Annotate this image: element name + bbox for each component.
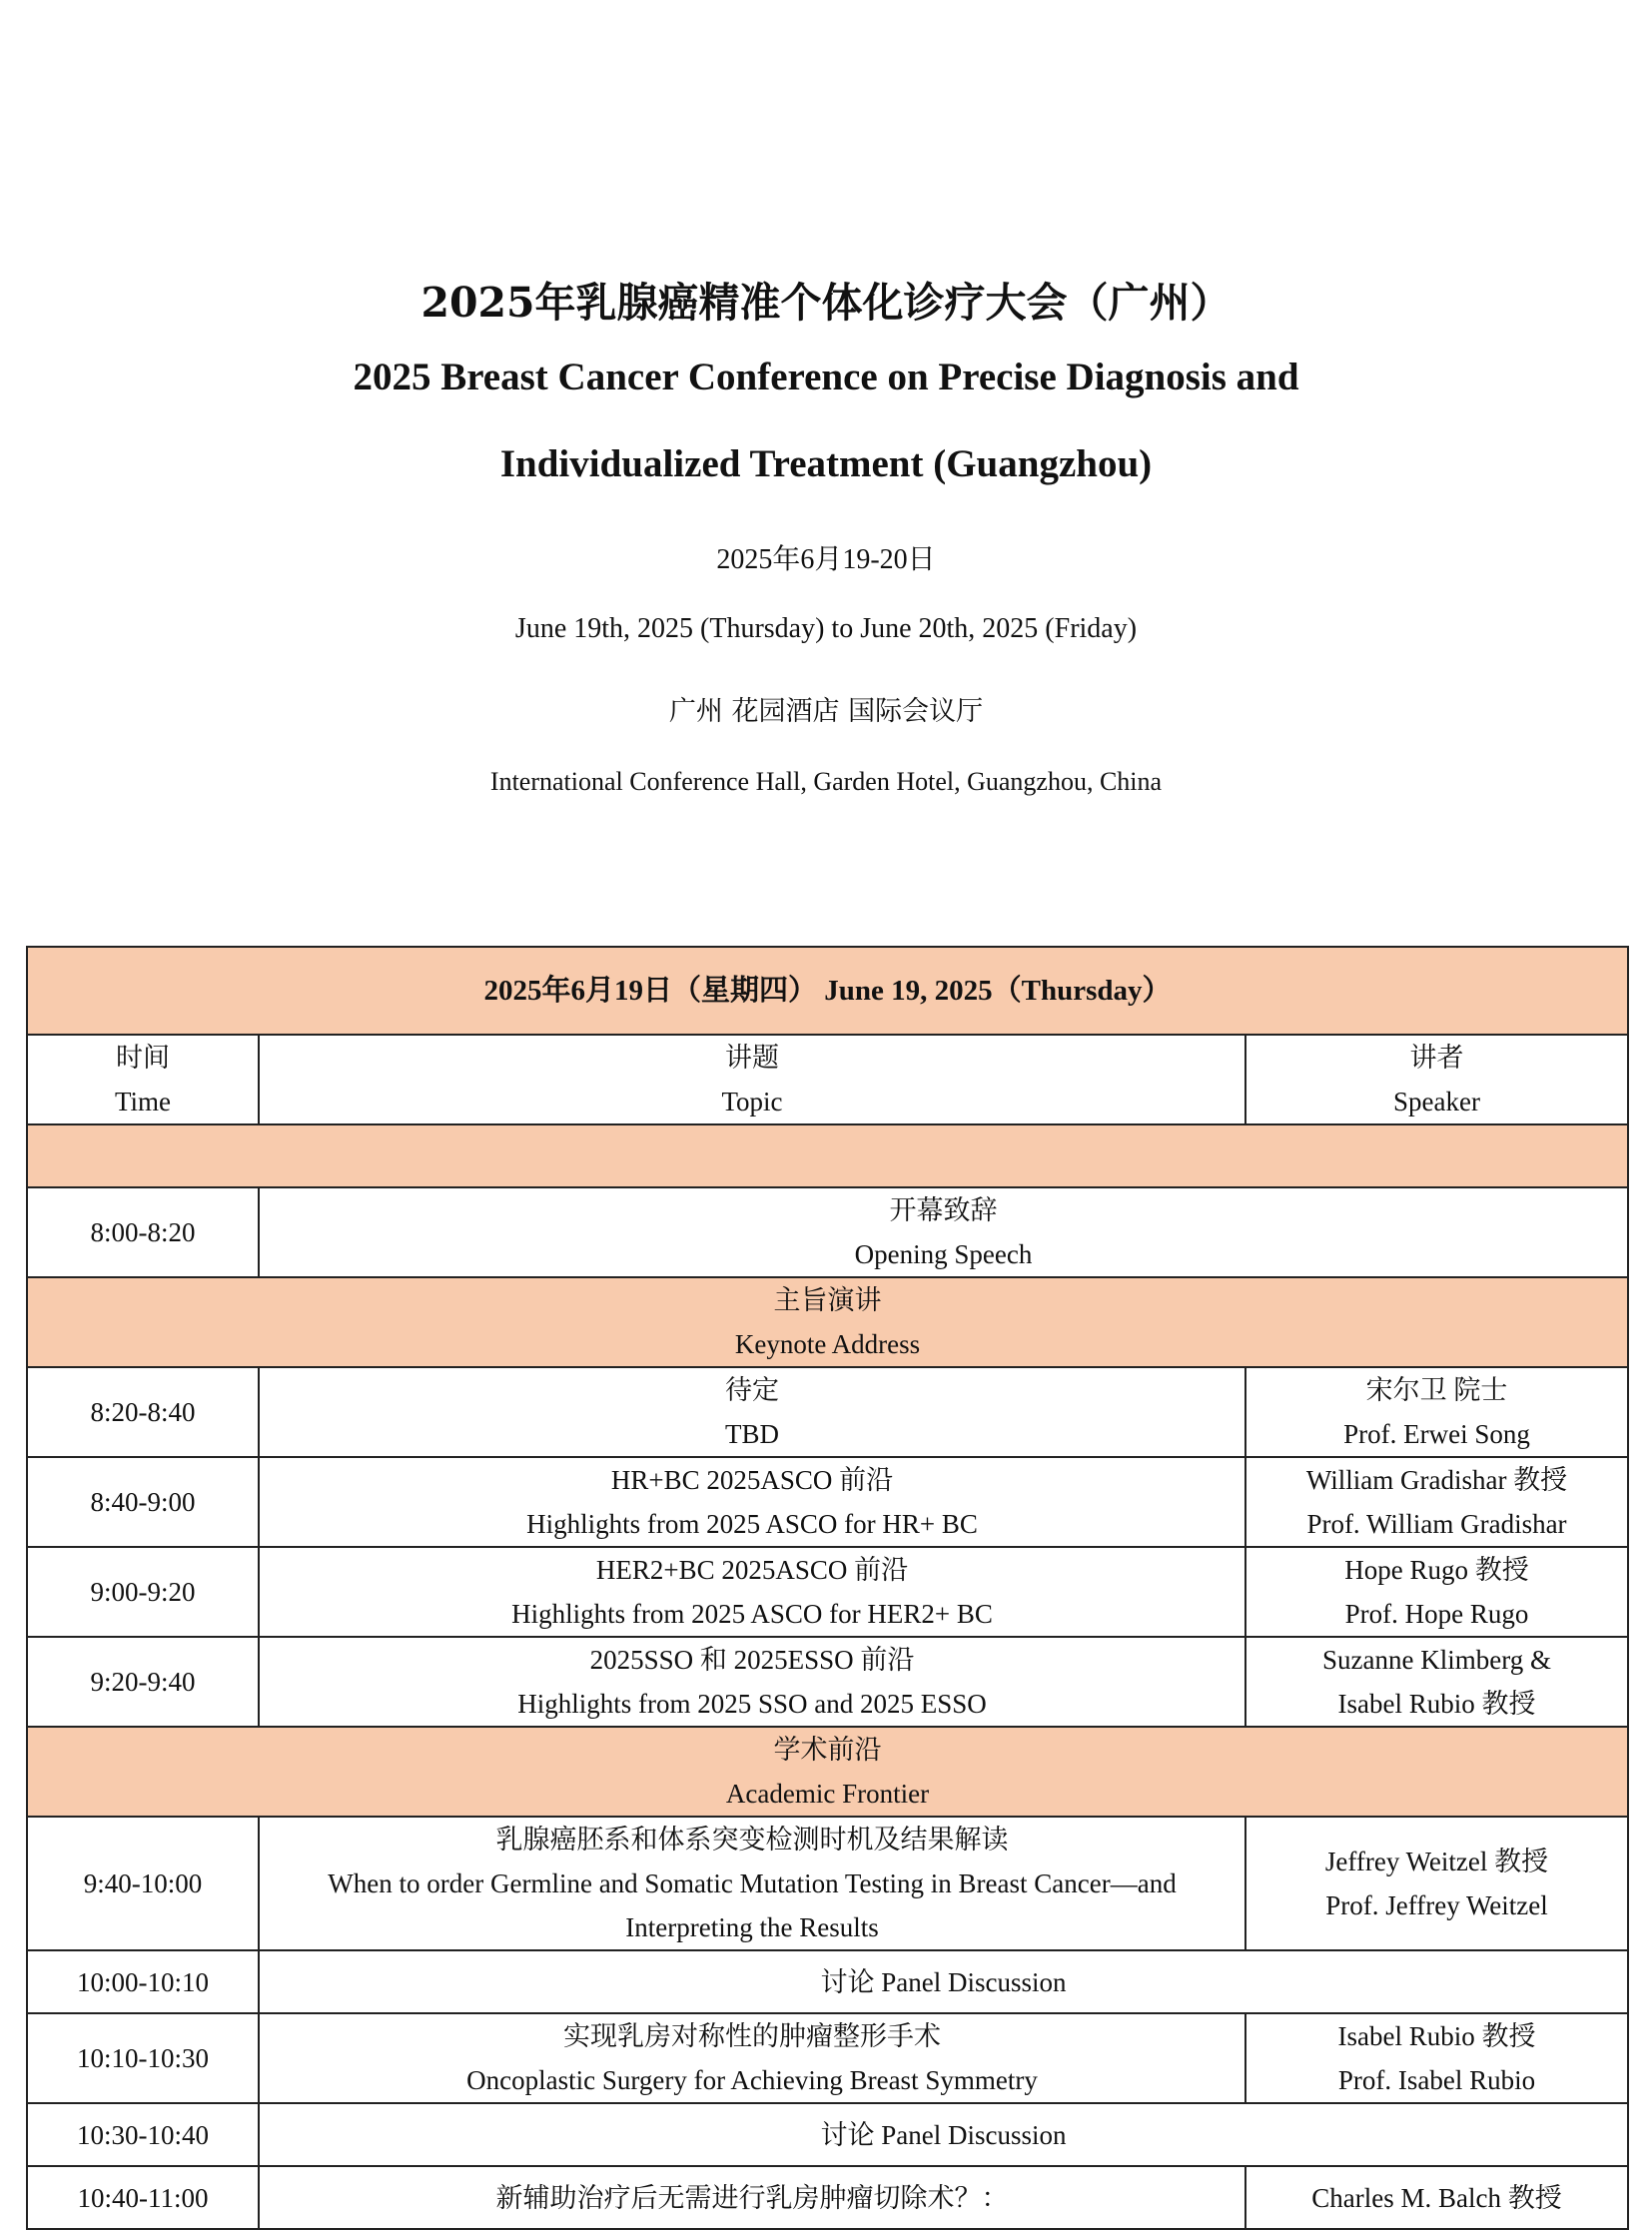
speaker-cn: Suzanne Klimberg & bbox=[1322, 1645, 1551, 1675]
discussion-cell: 讨论 Panel Discussion bbox=[259, 2103, 1628, 2166]
title-chinese: 2025年乳腺癌精准个体化诊疗大会（广州） bbox=[420, 279, 1232, 327]
time-cell: 9:40-10:00 bbox=[27, 1817, 259, 1950]
section-cell bbox=[27, 1727, 1628, 1817]
speaker-cell bbox=[1245, 2166, 1628, 2229]
topic-cell bbox=[259, 1637, 1245, 1727]
time-cell: 8:40-9:00 bbox=[27, 1457, 259, 1547]
table-row bbox=[27, 1547, 1628, 1637]
topic-en: Opening Speech bbox=[854, 1239, 1033, 1269]
speaker-cn: 宋尔卫 院士 bbox=[1365, 1375, 1508, 1405]
discussion-cell: 讨论 Panel Discussion bbox=[259, 1950, 1628, 2013]
topic-cn: 开幕致辞 bbox=[889, 1195, 998, 1225]
time-cell: 10:30-10:40 bbox=[27, 2103, 259, 2166]
speaker-cell bbox=[1245, 1457, 1628, 1547]
topic-cell bbox=[259, 2013, 1245, 2103]
speaker-en: Prof. Jeffrey Weitzel bbox=[1325, 1890, 1548, 1920]
speaker-en: Prof. Hope Rugo bbox=[1344, 1599, 1529, 1629]
topic-header-cn: 讲题 bbox=[725, 1043, 779, 1073]
time-cell: 10:00-10:10 bbox=[27, 1950, 259, 2013]
table-row bbox=[27, 1367, 1628, 1457]
day-header-row bbox=[27, 947, 1628, 1035]
table-row bbox=[27, 2013, 1628, 2103]
venue-english: International Conference Hall, Garden Hotel, Guangzhou, China bbox=[489, 767, 1163, 796]
speaker-cell bbox=[1245, 1637, 1628, 1727]
topic-cell bbox=[259, 1367, 1245, 1457]
speaker-en: Isabel Rubio 教授 bbox=[1337, 1689, 1536, 1719]
table-row bbox=[27, 1637, 1628, 1727]
speaker-cell bbox=[1245, 2013, 1628, 2103]
topic-en: Highlights from 2025 SSO and 2025 ESSO bbox=[517, 1689, 987, 1719]
venue-chinese: 广州 花园酒店 国际会议厅 bbox=[668, 696, 984, 727]
table-row bbox=[27, 1187, 1628, 1277]
topic-cn: 2025SSO 和 2025ESSO 前沿 bbox=[589, 1645, 915, 1675]
section-cn: 主旨演讲 bbox=[773, 1285, 882, 1315]
time-cell: 10:40-11:00 bbox=[27, 2166, 259, 2229]
time-cell: 10:10-10:30 bbox=[27, 2013, 259, 2103]
section-cell bbox=[27, 1277, 1628, 1367]
blank-band bbox=[27, 1124, 1628, 1187]
speaker-cn: Jeffrey Weitzel 教授 bbox=[1324, 1847, 1549, 1876]
topic-cell bbox=[259, 1817, 1245, 1950]
speaker-cn: William Gradishar 教授 bbox=[1305, 1465, 1568, 1495]
table-row bbox=[27, 1817, 1628, 1950]
blank-band-row bbox=[27, 1124, 1628, 1187]
topic-cn: 新辅助治疗后无需进行乳房肿瘤切除术？： bbox=[495, 2182, 1009, 2213]
title-english-line1: 2025 Breast Cancer Conference on Precise Diagnosis and bbox=[353, 356, 1299, 398]
table-row bbox=[27, 1457, 1628, 1547]
topic-en: Oncoplastic Surgery for Achieving Breast Symmetry bbox=[466, 2065, 1038, 2095]
discussion-row bbox=[27, 2103, 1628, 2166]
discussion-row bbox=[27, 1950, 1628, 2013]
section-cn: 学术前沿 bbox=[773, 1735, 882, 1765]
section-row bbox=[27, 1277, 1628, 1367]
speaker-header-en: Speaker bbox=[1393, 1087, 1480, 1116]
section-en: Academic Frontier bbox=[725, 1779, 930, 1809]
speaker-en: Prof. Isabel Rubio bbox=[1337, 2065, 1536, 2095]
column-header-time bbox=[27, 1035, 259, 1124]
date-chinese: 2025年6月19-20日 bbox=[716, 544, 936, 575]
topic-en: Highlights from 2025 ASCO for HER2+ BC bbox=[511, 1599, 993, 1629]
day-header: 2025年6月19日（星期四） June 19, 2025（Thursday） bbox=[27, 947, 1628, 1035]
time-header-cn: 时间 bbox=[116, 1043, 170, 1073]
topic-en: When to order Germline and Somatic Mutation Testing in Breast Cancer—and bbox=[328, 1868, 1177, 1898]
topic-cell bbox=[259, 1187, 1628, 1277]
speaker-en: Prof. Erwei Song bbox=[1343, 1419, 1530, 1449]
topic-cn: HR+BC 2025ASCO 前沿 bbox=[610, 1465, 894, 1495]
title-english-line2: Individualized Treatment (Guangzhou) bbox=[499, 442, 1153, 485]
column-header-topic bbox=[259, 1035, 1245, 1124]
section-row bbox=[27, 1727, 1628, 1817]
topic-header-en: Topic bbox=[721, 1087, 783, 1116]
topic-cell bbox=[259, 1547, 1245, 1637]
time-cell: 9:00-9:20 bbox=[27, 1547, 259, 1637]
topic-en: TBD bbox=[725, 1419, 779, 1449]
table-row bbox=[27, 2166, 1628, 2229]
topic-en-continued: Interpreting the Results bbox=[625, 1912, 879, 1942]
time-cell: 8:20-8:40 bbox=[27, 1367, 259, 1457]
section-en: Keynote Address bbox=[734, 1329, 921, 1359]
time-header-en: Time bbox=[114, 1087, 172, 1116]
topic-cn: 待定 bbox=[725, 1375, 779, 1405]
speaker-cn: Hope Rugo 教授 bbox=[1344, 1555, 1529, 1585]
column-header-speaker bbox=[1245, 1035, 1628, 1124]
speaker-cell bbox=[1245, 1367, 1628, 1457]
speaker-cell bbox=[1245, 1817, 1628, 1950]
column-header-row bbox=[27, 1035, 1628, 1124]
topic-cell bbox=[259, 2166, 1245, 2229]
speaker-header-cn: 讲者 bbox=[1409, 1043, 1464, 1073]
date-english: June 19th, 2025 (Thursday) to June 20th, 2025 (Friday) bbox=[514, 613, 1138, 644]
topic-cn: HER2+BC 2025ASCO 前沿 bbox=[595, 1555, 909, 1585]
topic-en: Highlights from 2025 ASCO for HR+ BC bbox=[526, 1509, 978, 1539]
topic-cn: 实现乳房对称性的肿瘤整形手术 bbox=[563, 2021, 941, 2051]
schedule-table bbox=[26, 946, 1629, 2230]
speaker-cn: Isabel Rubio 教授 bbox=[1337, 2021, 1536, 2051]
speaker-cell bbox=[1245, 1547, 1628, 1637]
time-cell: 8:00-8:20 bbox=[27, 1187, 259, 1277]
topic-cn: 乳腺癌胚系和体系突变检测时机及结果解读 bbox=[495, 1825, 1009, 1855]
time-cell: 9:20-9:40 bbox=[27, 1637, 259, 1727]
topic-cell bbox=[259, 1457, 1245, 1547]
speaker-en: Prof. William Gradishar bbox=[1306, 1509, 1567, 1539]
speaker-cn: Charles M. Balch 教授 bbox=[1311, 2182, 1562, 2213]
